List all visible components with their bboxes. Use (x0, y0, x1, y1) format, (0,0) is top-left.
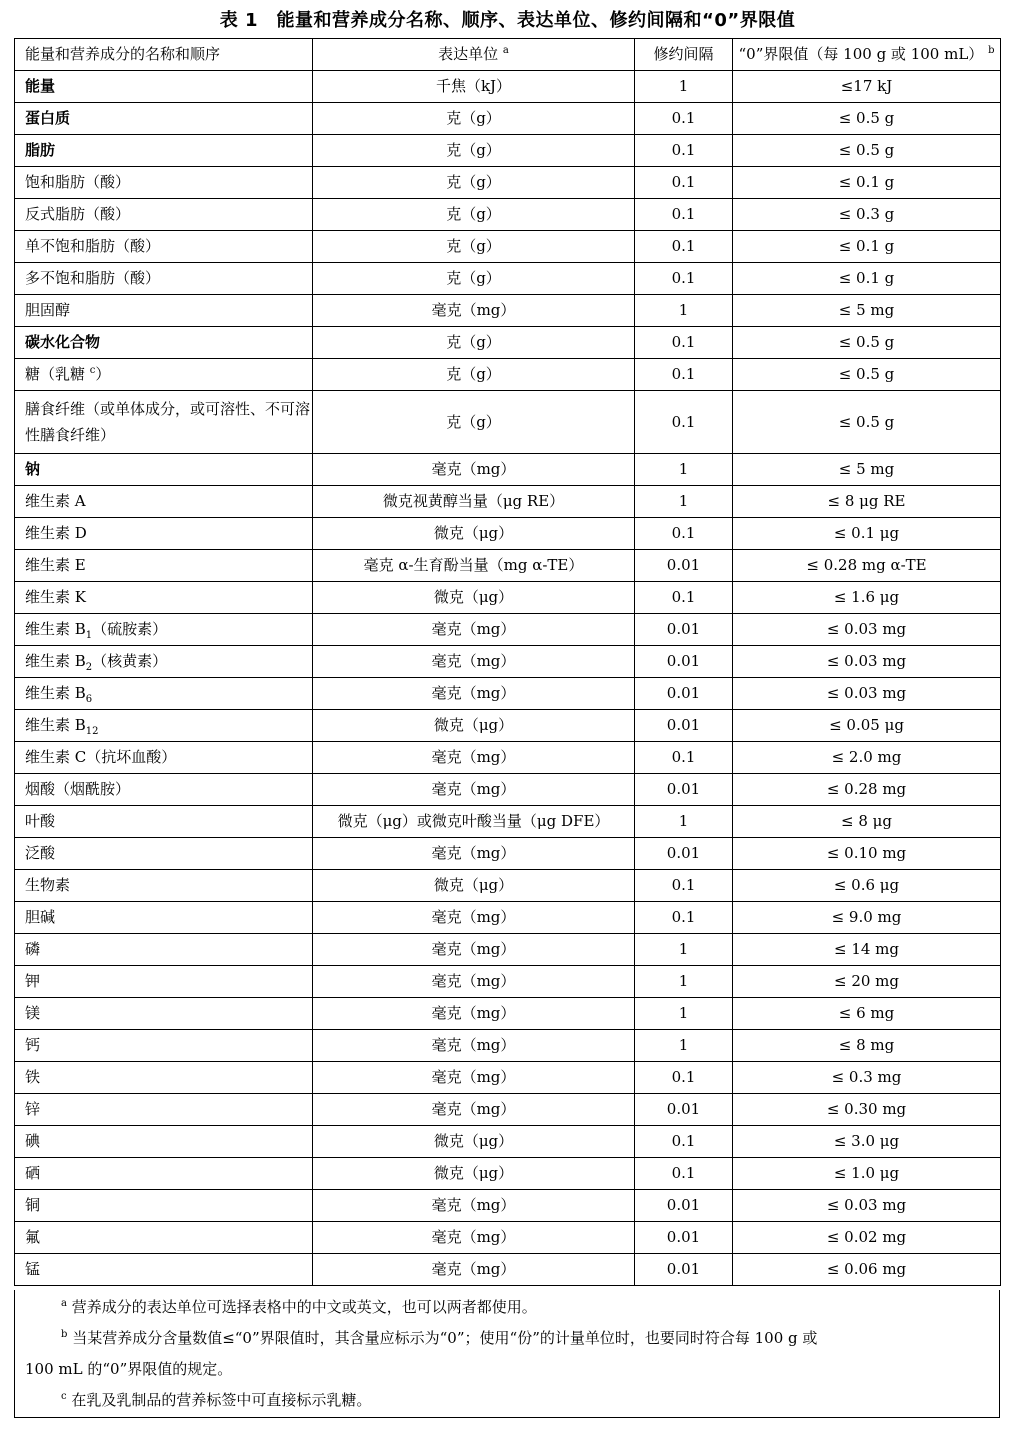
nutrient-name: 泛酸 (15, 838, 313, 870)
nutrient-name: 磷 (15, 934, 313, 966)
unit-cell: 克（g） (313, 327, 635, 359)
interval-cell: 0.01 (635, 1190, 733, 1222)
nutrient-name: 钠 (15, 454, 313, 486)
footnote-b-continued: 100 mL 的“0”界限值的规定。 (25, 1360, 233, 1378)
unit-cell: 微克（μg） (313, 582, 635, 614)
unit-cell: 毫克（mg） (313, 1222, 635, 1254)
nutrient-name: 胆碱 (15, 902, 313, 934)
interval-cell: 1 (635, 486, 733, 518)
nutrient-name: 饱和脂肪（酸） (15, 167, 313, 199)
nutrient-name: 锰 (15, 1254, 313, 1286)
interval-cell: 1 (635, 295, 733, 327)
unit-cell: 克（g） (313, 263, 635, 295)
nutrient-name: 维生素 K (15, 582, 313, 614)
unit-cell: 毫克（mg） (313, 1254, 635, 1286)
unit-cell: 微克（μg） (313, 710, 635, 742)
interval-cell: 0.1 (635, 870, 733, 902)
unit-cell: 克（g） (313, 231, 635, 263)
unit-cell: 毫克（mg） (313, 742, 635, 774)
interval-cell: 0.01 (635, 646, 733, 678)
interval-cell: 0.1 (635, 1062, 733, 1094)
limit-cell: ≤ 1.0 μg (733, 1158, 1001, 1190)
limit-cell: ≤ 8 μg RE (733, 486, 1001, 518)
nutrient-name: 糖（乳糖 $^c$） (15, 359, 313, 391)
interval-cell: 0.1 (635, 359, 733, 391)
table-row (15, 934, 1001, 966)
table-row (15, 263, 1001, 295)
unit-cell: 毫克（mg） (313, 1094, 635, 1126)
nutrient-name: 烟酸（烟酰胺） (15, 774, 313, 806)
unit-cell: 微克（μg）或微克叶酸当量（μg DFE） (313, 806, 635, 838)
table-row (15, 902, 1001, 934)
nutrient-name: 维生素 E (15, 550, 313, 582)
unit-cell: 毫克（mg） (313, 998, 635, 1030)
limit-cell: ≤ 0.1 g (733, 231, 1001, 263)
unit-cell: 微克（μg） (313, 1126, 635, 1158)
header-unit: 表达单位 $^a$ (313, 39, 635, 71)
unit-cell: 毫克（mg） (313, 902, 635, 934)
nutrient-name: 维生素 $B_2$（核黄素） (15, 646, 313, 678)
unit-cell: 毫克（mg） (313, 678, 635, 710)
footnote-b: $^b$ 当某营养成分含量数值≤“0”界限值时，其含量应标示为“0”；使用“份”的计量单位时，也要同时符合每 100 g 或 (61, 1329, 818, 1347)
limit-cell: ≤ 0.06 mg (733, 1254, 1001, 1286)
limit-cell: ≤ 0.03 mg (733, 678, 1001, 710)
table-row (15, 1030, 1001, 1062)
limit-cell: ≤ 14 mg (733, 934, 1001, 966)
limit-cell: ≤ 5 mg (733, 454, 1001, 486)
interval-cell: 0.01 (635, 838, 733, 870)
interval-cell: 1 (635, 71, 733, 103)
interval-cell: 1 (635, 998, 733, 1030)
nutrient-name: 氟 (15, 1222, 313, 1254)
unit-cell: 毫克（mg） (313, 1030, 635, 1062)
nutrient-name: 钙 (15, 1030, 313, 1062)
table-row (15, 1158, 1001, 1190)
interval-cell: 1 (635, 934, 733, 966)
interval-cell: 0.01 (635, 710, 733, 742)
limit-cell: ≤ 0.03 mg (733, 614, 1001, 646)
limit-cell: ≤ 0.5 g (733, 391, 1001, 454)
unit-cell: 千焦（kJ） (313, 71, 635, 103)
limit-cell: ≤ 0.5 g (733, 103, 1001, 135)
nutrient-name: 维生素 $B_6$ (15, 678, 313, 710)
interval-cell: 0.1 (635, 263, 733, 295)
table-row (15, 550, 1001, 582)
nutrient-name: 蛋白质 (15, 103, 313, 135)
limit-cell: ≤ 3.0 μg (733, 1126, 1001, 1158)
limit-cell: ≤ 8 μg (733, 806, 1001, 838)
unit-cell: 毫克（mg） (313, 646, 635, 678)
unit-cell: 微克（μg） (313, 518, 635, 550)
nutrient-name: 镁 (15, 998, 313, 1030)
interval-cell: 0.1 (635, 582, 733, 614)
table-title: 表 1 能量和营养成分名称、顺序、表达单位、修约间隔和“0”界限值 (219, 10, 796, 31)
unit-cell: 微克（μg） (313, 1158, 635, 1190)
unit-cell: 克（g） (313, 359, 635, 391)
table-row (15, 518, 1001, 550)
limit-cell: ≤ 0.3 mg (733, 1062, 1001, 1094)
table-row (15, 1254, 1001, 1286)
table-row (15, 1126, 1001, 1158)
header-interval: 修约间隔 (635, 39, 733, 71)
interval-cell: 0.1 (635, 518, 733, 550)
table-row (15, 870, 1001, 902)
header-limit: “0”界限值（每 100 g 或 100 mL） $^b$ (733, 39, 1001, 71)
table-row (15, 998, 1001, 1030)
interval-cell: 0.1 (635, 135, 733, 167)
nutrient-name: 多不饱和脂肪（酸） (15, 263, 313, 295)
unit-cell: 毫克（mg） (313, 614, 635, 646)
interval-cell: 0.1 (635, 742, 733, 774)
interval-cell: 1 (635, 1030, 733, 1062)
table-row (15, 806, 1001, 838)
interval-cell: 0.01 (635, 774, 733, 806)
nutrient-name: 锌 (15, 1094, 313, 1126)
table-row (15, 167, 1001, 199)
nutrient-name: 胆固醇 (15, 295, 313, 327)
unit-cell: 微克视黄醇当量（μg RE） (313, 486, 635, 518)
limit-cell: ≤ 0.10 mg (733, 838, 1001, 870)
interval-cell: 0.1 (635, 1126, 733, 1158)
nutrient-name: 维生素 C（抗坏血酸） (15, 742, 313, 774)
table-row (15, 1222, 1001, 1254)
table-row (15, 838, 1001, 870)
interval-cell: 0.01 (635, 614, 733, 646)
limit-cell: ≤ 6 mg (733, 998, 1001, 1030)
table-row (15, 199, 1001, 231)
nutrient-name: 生物素 (15, 870, 313, 902)
interval-cell: 0.01 (635, 1254, 733, 1286)
table-row (15, 295, 1001, 327)
table-row (15, 71, 1001, 103)
interval-cell: 0.1 (635, 391, 733, 454)
table-row (15, 103, 1001, 135)
nutrient-name: 维生素 $B_1$（硫胺素） (15, 614, 313, 646)
nutrient-name: 碘 (15, 1126, 313, 1158)
limit-cell: ≤ 0.5 g (733, 135, 1001, 167)
table-header-row (15, 39, 1001, 71)
table-footnotes (14, 1290, 1000, 1418)
nutrient-name: 钾 (15, 966, 313, 998)
footnote-a: $^a$ 营养成分的表达单位可选择表格中的中文或英文，也可以两者都使用。 (61, 1298, 537, 1316)
limit-cell: ≤ 0.03 mg (733, 646, 1001, 678)
limit-cell: ≤ 0.5 g (733, 327, 1001, 359)
limit-cell: ≤ 8 mg (733, 1030, 1001, 1062)
limit-cell: ≤ 0.1 g (733, 167, 1001, 199)
table-row (15, 966, 1001, 998)
interval-cell: 0.01 (635, 678, 733, 710)
limit-cell: ≤ 0.3 g (733, 199, 1001, 231)
limit-cell: ≤ 20 mg (733, 966, 1001, 998)
table-row (15, 1062, 1001, 1094)
unit-cell: 毫克（mg） (313, 966, 635, 998)
nutrient-name: 脂肪 (15, 135, 313, 167)
table-row (15, 1094, 1001, 1126)
nutrient-name: 硒 (15, 1158, 313, 1190)
limit-cell: ≤17 kJ (733, 71, 1001, 103)
unit-cell: 毫克（mg） (313, 838, 635, 870)
unit-cell: 克（g） (313, 135, 635, 167)
interval-cell: 1 (635, 806, 733, 838)
nutrient-name: 碳水化合物 (15, 327, 313, 359)
unit-cell: 毫克（mg） (313, 934, 635, 966)
limit-cell: ≤ 0.1 g (733, 263, 1001, 295)
nutrient-name: 维生素 D (15, 518, 313, 550)
footnote-c: $^c$ 在乳及乳制品的营养标签中可直接标示乳糖。 (61, 1391, 372, 1409)
table-row (15, 359, 1001, 391)
nutrient-name: 单不饱和脂肪（酸） (15, 231, 313, 263)
footnote-mark-b: b (988, 45, 995, 56)
limit-cell: ≤ 0.03 mg (733, 1190, 1001, 1222)
interval-cell: 1 (635, 966, 733, 998)
interval-cell: 0.1 (635, 327, 733, 359)
unit-cell: 毫克（mg） (313, 295, 635, 327)
limit-cell: ≤ 0.5 g (733, 359, 1001, 391)
nutrient-name: 维生素 A (15, 486, 313, 518)
limit-cell: ≤ 2.0 mg (733, 742, 1001, 774)
nutrient-name: 铁 (15, 1062, 313, 1094)
interval-cell: 0.01 (635, 1222, 733, 1254)
nutrient-name: 铜 (15, 1190, 313, 1222)
table-row (15, 454, 1001, 486)
unit-cell: 毫克（mg） (313, 774, 635, 806)
limit-cell: ≤ 0.6 μg (733, 870, 1001, 902)
nutrition-table (14, 38, 1001, 1286)
table-row (15, 742, 1001, 774)
limit-cell: ≤ 9.0 mg (733, 902, 1001, 934)
interval-cell: 1 (635, 454, 733, 486)
unit-cell: 克（g） (313, 167, 635, 199)
unit-cell: 克（g） (313, 391, 635, 454)
nutrient-name: 叶酸 (15, 806, 313, 838)
interval-cell: 0.1 (635, 199, 733, 231)
unit-cell: 克（g） (313, 103, 635, 135)
nutrient-name: 能量 (15, 71, 313, 103)
unit-cell: 毫克（mg） (313, 1190, 635, 1222)
limit-cell: ≤ 0.05 μg (733, 710, 1001, 742)
limit-cell: ≤ 0.02 mg (733, 1222, 1001, 1254)
table-row (15, 135, 1001, 167)
table-row (15, 231, 1001, 263)
unit-cell: 毫克（mg） (313, 454, 635, 486)
header-name: 能量和营养成分的名称和顺序 (15, 39, 313, 71)
table-row (15, 774, 1001, 806)
footnote-mark-a: a (502, 45, 509, 56)
limit-cell: ≤ 1.6 μg (733, 582, 1001, 614)
table-row (15, 678, 1001, 710)
table-row (15, 582, 1001, 614)
unit-cell: 毫克（mg） (313, 1062, 635, 1094)
interval-cell: 0.1 (635, 167, 733, 199)
nutrient-name: 反式脂肪（酸） (15, 199, 313, 231)
table-row (15, 1190, 1001, 1222)
table-row (15, 710, 1001, 742)
limit-cell: ≤ 0.28 mg (733, 774, 1001, 806)
interval-cell: 0.1 (635, 1158, 733, 1190)
limit-cell: ≤ 5 mg (733, 295, 1001, 327)
nutrient-name: 维生素 $B_{12}$ (15, 710, 313, 742)
interval-cell: 0.01 (635, 550, 733, 582)
table-row (15, 614, 1001, 646)
unit-cell: 毫克 α-生育酚当量（mg α-TE） (313, 550, 635, 582)
table-row (15, 327, 1001, 359)
nutrient-name: 膳食纤维（或单体成分，或可溶性、不可溶性膳食纤维） (15, 391, 313, 454)
table-row (15, 646, 1001, 678)
interval-cell: 0.1 (635, 103, 733, 135)
limit-cell: ≤ 0.1 μg (733, 518, 1001, 550)
table-row (15, 391, 1001, 454)
interval-cell: 0.1 (635, 231, 733, 263)
interval-cell: 0.01 (635, 1094, 733, 1126)
table-row (15, 486, 1001, 518)
interval-cell: 0.1 (635, 902, 733, 934)
unit-cell: 微克（μg） (313, 870, 635, 902)
limit-cell: ≤ 0.30 mg (733, 1094, 1001, 1126)
limit-cell: ≤ 0.28 mg α-TE (733, 550, 1001, 582)
unit-cell: 克（g） (313, 199, 635, 231)
